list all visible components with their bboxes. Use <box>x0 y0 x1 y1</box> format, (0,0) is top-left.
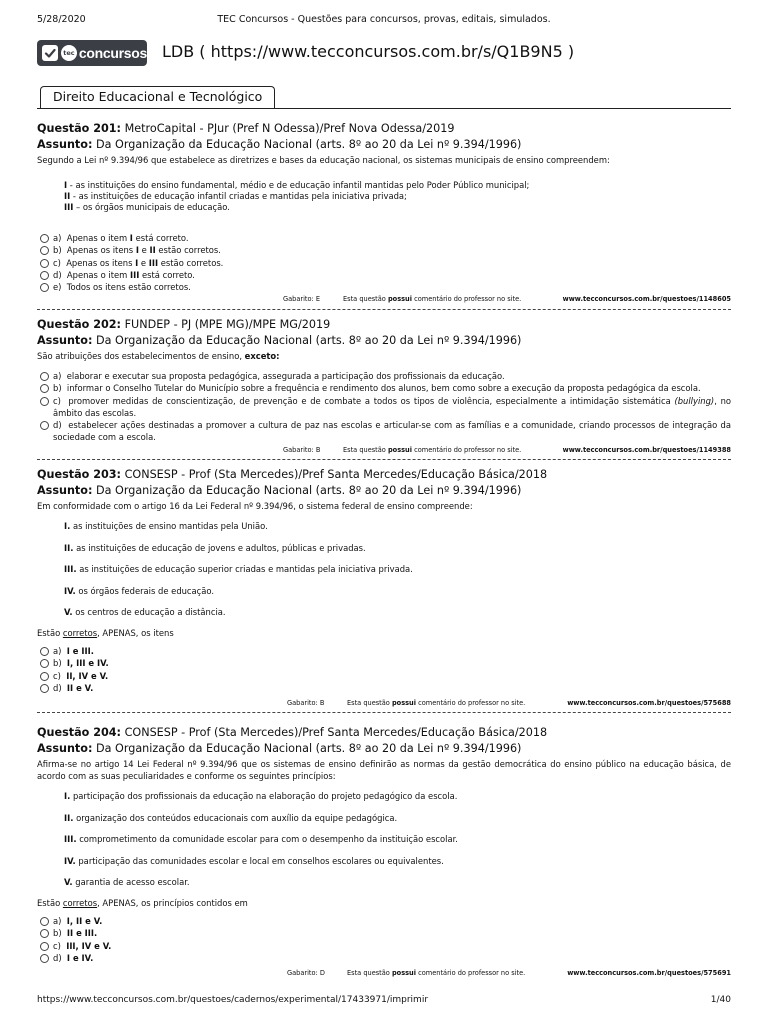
question-204 <box>37 725 731 979</box>
question-label: Questão 202: <box>37 318 122 331</box>
option-a[interactable]: a) I e III. <box>37 645 731 657</box>
list-item: V. garantia de acesso escolar. <box>64 877 190 888</box>
radio-button[interactable] <box>40 684 49 693</box>
radio-button[interactable] <box>40 397 49 406</box>
option-b[interactable]: b) II e III. <box>37 927 731 939</box>
list-item: I. participação dos profissionais da educação na elaboração do projeto pedagógico da escola. <box>64 791 458 801</box>
print-url: https://www.tecconcursos.com.br/questoes/cadernos/experimental/17433971/imprimir <box>37 995 429 1005</box>
gabarito: Gabarito: B <box>283 445 321 454</box>
question-source: FUNDEP - PJ (MPE MG)/MPE MG/2019 <box>124 318 331 331</box>
option-c[interactable]: c) promover medidas de conscientização, de prevenção e de combate a todos os tipos de violência, especialmente a intimidação sistemática (bullying), no âmbito das escolas. <box>37 395 731 420</box>
question-label: Questão 204: <box>37 726 122 739</box>
print-title: TEC Concursos - Questões para concursos, provas, editais, simulados. <box>217 14 551 25</box>
subject-label: Assunto: <box>37 138 93 151</box>
option-c[interactable]: c) III, IV e V. <box>37 940 731 952</box>
section-tab: Direito Educacional e Tecnológico <box>40 86 275 109</box>
option-c[interactable]: c) Apenas os itens I e III estão corretos. <box>37 257 731 269</box>
question-subject <box>37 333 731 349</box>
question-divider <box>37 309 731 310</box>
radio-button[interactable] <box>40 672 49 681</box>
logo-tec-badge: tec <box>61 45 77 61</box>
list-item: II. as instituições de educação de jovens e adultos, públicas e privadas. <box>64 542 366 553</box>
print-footer <box>37 995 731 1007</box>
question-subject <box>37 483 731 499</box>
question-202 <box>37 317 731 460</box>
question-203 <box>37 467 731 713</box>
option-d[interactable]: d) Apenas o item III está correto. <box>37 269 731 281</box>
item-list <box>64 180 731 213</box>
list-item: IV. os órgãos federais de educação. <box>64 585 215 596</box>
question-divider <box>37 459 731 460</box>
radio-button[interactable] <box>40 283 49 292</box>
tecconcursos-logo[interactable] <box>37 40 147 66</box>
radio-button[interactable] <box>40 372 49 381</box>
comment-note: Esta questão possui comentário do professor no site. <box>347 699 526 708</box>
brand-row <box>37 40 731 66</box>
question-header <box>37 467 731 483</box>
question-subject <box>37 741 731 757</box>
option-list <box>37 645 731 694</box>
option-e[interactable]: e) Todos os itens estão corretos. <box>37 281 731 293</box>
question-divider <box>37 712 731 713</box>
question-prompt: Afirma-se no artigo 14 Lei Federal nº 9.394/96 que os sistemas de ensino definirão as normas da gestão democrática do ensino público na educação básica, de acordo com as suas peculiaridades e conforme os seguintes princípios: <box>37 759 731 781</box>
list-item: II. organização dos conteúdos educacionais com auxílio da equipe pedagógica. <box>64 812 398 823</box>
radio-button[interactable] <box>40 954 49 963</box>
question-footer <box>37 697 731 709</box>
option-a[interactable]: a) Apenas o item I está correto. <box>37 232 731 244</box>
option-list <box>37 370 731 444</box>
gabarito: Gabarito: E <box>283 295 321 304</box>
list-item: III. comprometimento da comunidade escolar para com o desempenho da instituição escolar. <box>64 834 458 845</box>
radio-button[interactable] <box>40 259 49 268</box>
subject-text: Da Organização da Educação Nacional (arts. 8º ao 20 da Lei nº 9.394/1996) <box>95 742 522 755</box>
logo-text: concursos <box>78 45 147 61</box>
question-header <box>37 121 731 137</box>
radio-button[interactable] <box>40 246 49 255</box>
option-b[interactable]: b) Apenas os itens I e II estão corretos. <box>37 244 731 256</box>
question-header <box>37 725 731 741</box>
option-a[interactable]: a) I, II e V. <box>37 915 731 927</box>
question-header <box>37 317 731 333</box>
radio-button[interactable] <box>40 942 49 951</box>
question-footer <box>37 967 731 979</box>
question-subject <box>37 137 731 153</box>
item-list <box>64 786 731 894</box>
subject-label: Assunto: <box>37 742 93 755</box>
print-date: 5/28/2020 <box>37 14 86 25</box>
subject-text: Da Organização da Educação Nacional (arts. 8º ao 20 da Lei nº 9.394/1996) <box>95 484 522 497</box>
question-link[interactable]: www.tecconcursos.com.br/questoes/575688 <box>567 699 731 708</box>
question-stem: Estão corretos, APENAS, os princípios contidos em <box>37 897 248 908</box>
section-divider <box>37 108 731 109</box>
comment-note: Esta questão possui comentário do professor no site. <box>347 969 526 978</box>
radio-button[interactable] <box>40 421 49 430</box>
radio-button[interactable] <box>40 234 49 243</box>
option-d[interactable]: d) I e IV. <box>37 952 731 964</box>
radio-button[interactable] <box>40 929 49 938</box>
question-prompt: Segundo a Lei nº 9.394/96 que estabelece as diretrizes e bases da educação nacional, os sistemas municipais de ensino compreendem: <box>37 155 610 165</box>
question-prompt: Em conformidade com o artigo 16 da Lei Federal nº 9.394/96, o sistema federal de ensino compreende: <box>37 501 473 511</box>
gabarito: Gabarito: B <box>287 699 325 708</box>
radio-button[interactable] <box>40 647 49 656</box>
print-header <box>37 14 731 28</box>
question-label: Questão 203: <box>37 468 122 481</box>
list-item: V. os centros de educação a distância. <box>64 607 226 618</box>
option-a[interactable]: a) elaborar e executar sua proposta pedagógica, assegurada a participação dos profissionais da educação. <box>37 370 731 382</box>
list-item: III – os órgãos municipais de educação. <box>64 202 230 212</box>
option-c[interactable]: c) II, IV e V. <box>37 670 731 682</box>
question-source: CONSESP - Prof (Sta Mercedes)/Pref Santa Mercedes/Educação Básica/2018 <box>124 726 548 739</box>
question-link[interactable]: www.tecconcursos.com.br/questoes/1149388 <box>562 445 731 454</box>
question-label: Questão 201: <box>37 122 122 135</box>
list-item: IV. participação das comunidades escolar e local em conselhos escolares ou equivalentes. <box>64 855 444 866</box>
radio-button[interactable] <box>40 659 49 668</box>
list-item: III. as instituições de educação superior criadas e mantidas pela iniciativa privada. <box>64 564 413 575</box>
question-source: CONSESP - Prof (Sta Mercedes)/Pref Santa Mercedes/Educação Básica/2018 <box>124 468 548 481</box>
subject-label: Assunto: <box>37 484 93 497</box>
question-link[interactable]: www.tecconcursos.com.br/questoes/575691 <box>567 969 731 978</box>
option-d[interactable]: d) II e V. <box>37 682 731 694</box>
question-source: MetroCapital - PJur (Pref N Odessa)/Pref Nova Odessa/2019 <box>124 122 455 135</box>
subject-label: Assunto: <box>37 334 93 347</box>
comment-note: Esta questão possui comentário do professor no site. <box>343 445 522 454</box>
radio-button[interactable] <box>40 271 49 280</box>
radio-button[interactable] <box>40 917 49 926</box>
list-item: I - as instituições do ensino fundamental, médio e de educação infantil mantidas pelo Poder Público municipal; <box>64 180 530 190</box>
question-stem: Estão corretos, APENAS, os itens <box>37 627 174 638</box>
gabarito: Gabarito: D <box>287 969 325 978</box>
radio-button[interactable] <box>40 384 49 393</box>
option-b[interactable]: b) I, III e IV. <box>37 657 731 669</box>
check-icon <box>42 45 58 61</box>
question-footer <box>37 293 731 305</box>
option-d[interactable]: d) estabelecer ações destinadas a promover a cultura de paz nas escolas e articular-se com as famílias e a comunidade, criando processos de integração da sociedade com a escola. <box>37 419 731 444</box>
subject-text: Da Organização da Educação Nacional (arts. 8º ao 20 da Lei nº 9.394/1996) <box>95 138 522 151</box>
subject-text: Da Organização da Educação Nacional (arts. 8º ao 20 da Lei nº 9.394/1996) <box>95 334 522 347</box>
question-201 <box>37 121 731 310</box>
question-footer <box>37 444 731 456</box>
option-list <box>37 232 731 293</box>
question-link[interactable]: www.tecconcursos.com.br/questoes/1148605 <box>562 295 731 304</box>
question-prompt: São atribuições dos estabelecimentos de ensino, exceto: <box>37 351 280 361</box>
list-item: II - as instituições de educação infantil criadas e mantidas pela iniciativa privada; <box>64 191 407 201</box>
comment-note: Esta questão possui comentário do professor no site. <box>343 295 522 304</box>
doc-title: LDB ( https://www.tecconcursos.com.br/s/Q1B9N5 ) <box>162 42 575 61</box>
option-list <box>37 915 731 964</box>
option-b[interactable]: b) informar o Conselho Tutelar do Município sobre a frequência e rendimento dos alunos, bem como sobre a execução da proposta pedagógica da escola. <box>37 382 731 394</box>
page-number: 1/40 <box>710 995 731 1005</box>
list-item: I. as instituições de ensino mantidas pela União. <box>64 521 268 531</box>
item-list <box>64 516 731 624</box>
